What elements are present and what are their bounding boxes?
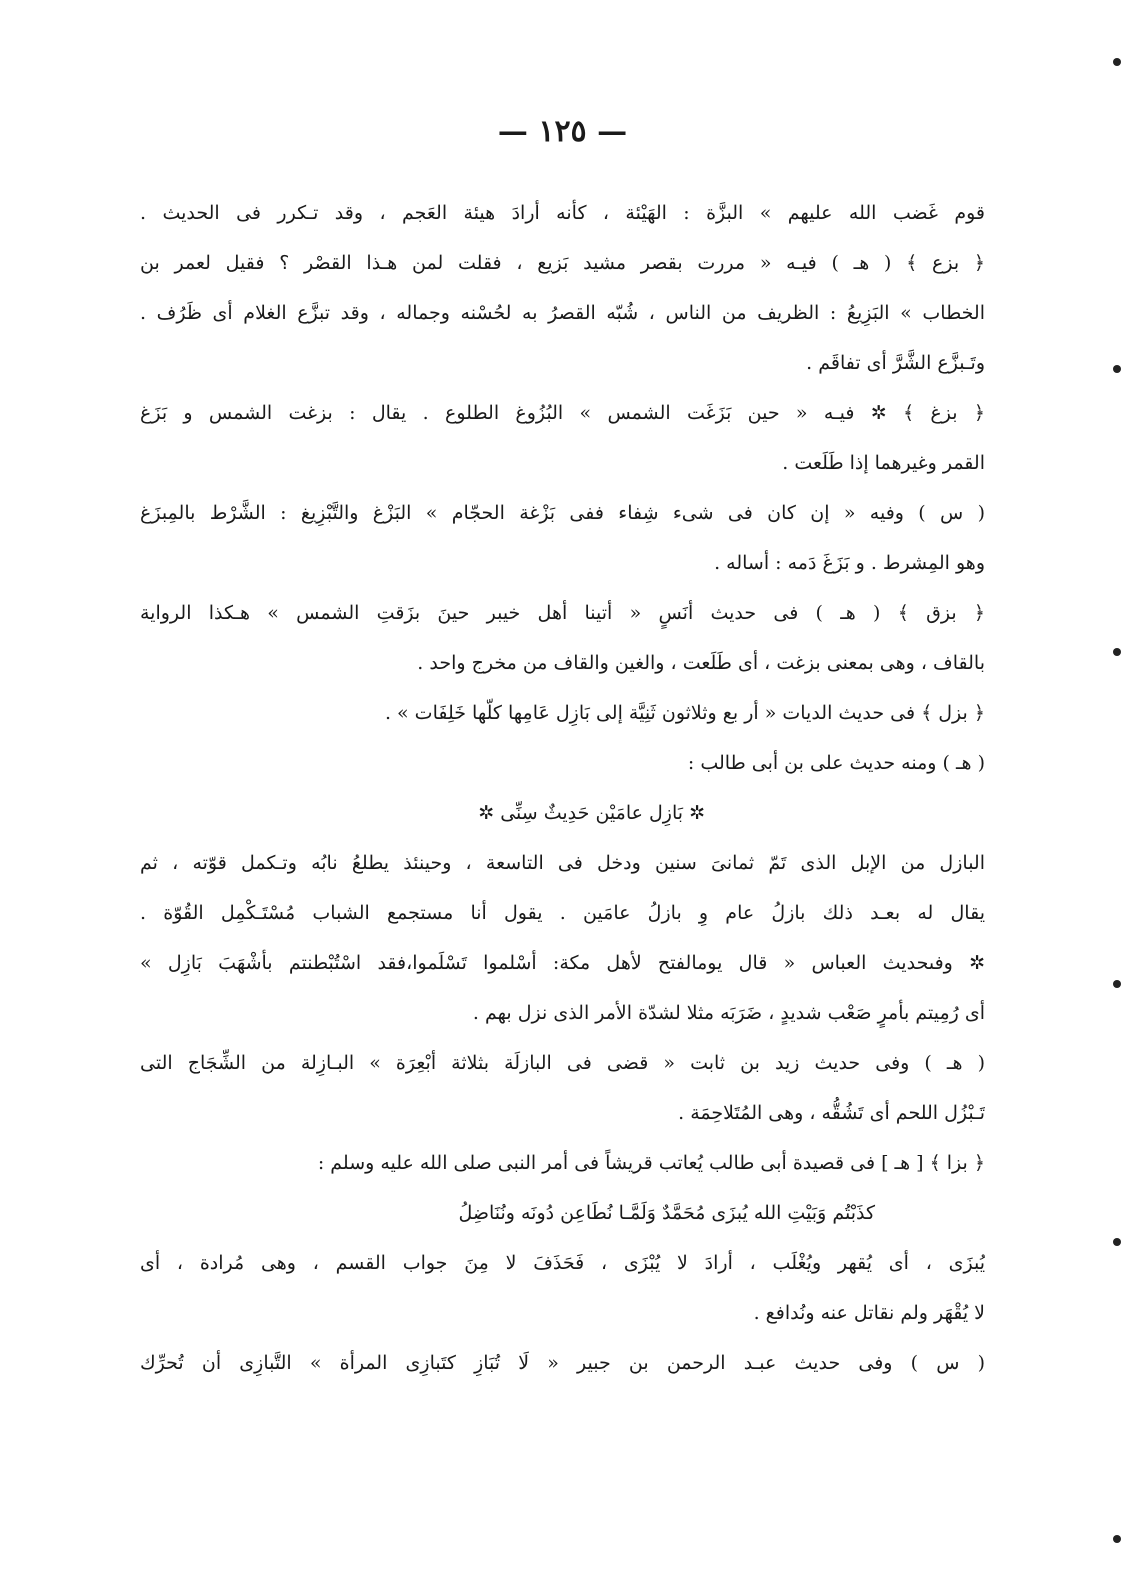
entry-bazal-heading-line: ﴿ بزل ﴾ فى حديث الديات « أر بع وثلاثون ثَنِيَّة إلى بَازِل عَامِها كلّها خَلِفَات » . [384,702,985,724]
text-line: قوم غَضب الله عليهم » البزَّة : الهَيْئة ، كأنه أرادَ هيئة العَجم ، وقد تـكرر فى الحديث . [140,202,985,224]
text-line: القمر وغيرهما إذا طَلَعت . [782,452,985,474]
margin-dot-mark [1113,1535,1121,1543]
margin-dot-mark [1113,980,1121,988]
page-number: — ١٢٥ — [497,114,628,149]
text-line: ( س ) وفيه « إن كان فى شىء شِفاء ففى بَزْغة الحجّام » البَزْغ والتَّبْزِيغ : الشَّرْط بالمِبزَغ [140,502,985,524]
entry-bazaq-heading-line: ﴿ بزق ﴾ ( هـ ) فى حديث أنَسٍ « أتينا أهل خيبر حينَ بزَقتِ الشمس » هـكذا الرواية [140,602,985,624]
entry-bazi-heading-line: ﴿ بزع ﴾ ( هـ ) فيـه « مررت بقصر مشيد بَزيع ، فقلت لمن هـذا القصْر ؟ فقيل لعمر بن [140,252,985,274]
margin-dot-mark [1113,365,1121,373]
verse-line: ✲ بَازِل عامَيْن حَدِيثٌ سِنِّى ✲ [478,802,705,824]
text-line: الخطاب » البَزِيعُ : الظريف من الناس ، شُبّه القصرُ به لحُسْنه وجماله ، وقد تبزَّع الغلام أى ظَرُف . [140,302,985,324]
text-line: بالقاف ، وهى بمعنى بزغت ، أى طَلَعت ، والغين والقاف من مخرج واحد . [417,652,985,674]
text-line: تَـبْزُل اللحم أى تَشُقُّه ، وهى المُتَلاحِمَة . [678,1102,985,1124]
text-line: ( س ) وفى حديث عبـد الرحمن بن جبير « لَا تُبَازِ كتَبازِى المرأة » التَّبازِى أن تُحرِّك [140,1352,985,1374]
text-line: أى رُمِيتم بأمرٍ صَعْب شديدٍ ، ضَرَبَه مثلا لشدّة الأمر الذى نزل بهم . [472,1002,985,1024]
entry-baza-heading-line: ﴿ بزا ﴾ [ هـ ] فى قصيدة أبى طالب يُعاتب قريشاً فى أمر النبى صلى الله عليه وسلم : [317,1152,985,1174]
document-body [140,188,985,1388]
text-line: يقال له بعـد ذلك بازلُ عام وِ بازلُ عامَين . يقول أنا مستجمع الشباب مُسْتَـكْمِل القُوّة . [140,902,985,924]
text-line: يُبزَى ، أى يُقهر ويُغْلَب ، أرادَ لا يُبْزَى ، فَحَذَفَ لا مِنَ جواب القسم ، وهى مُرادة ، أى [140,1252,985,1274]
text-line: وهو المِشرط . و بَزَغَ دَمه : أساله . [714,552,985,574]
margin-dot-mark [1113,648,1121,656]
margin-dot-mark [1113,58,1121,66]
verse-line: كذَبْتُم وَبَيْتِ الله يُبزَى مُحَمَّدٌ وَلَمَّـا نُطَاعِن دُونَه ونُنَاضِلُ [458,1202,875,1224]
text-line: البازل من الإبل الذى تَمّ ثمانىَ سنين ودخل فى التاسعة ، وحينئذ يطلعُ نابُه وتـكمل قوّته ، ثم [140,852,985,874]
text-line: ( هـ ) ومنه حديث على بن أبى طالب : [687,752,985,774]
text-line: وتَـبزَّع الشَّرَّ أى تفاقَم . [806,352,985,374]
text-line: لا يُقْهَر ولم نقاتل عنه ونُدافع . [753,1302,985,1324]
entry-bazagh-heading-line: ﴿ بزغ ﴾ ✲ فيـه « حين بَزَغَت الشمس » البُزُوغ الطلوع . يقال : بزغت الشمس و بَزَغ [140,402,985,424]
text-line: ( هـ ) وفى حديث زيد بن ثابت « قضى فى البازلَة بثلاثة أبْعِرَة » البـازِلة من الشِّجَاج التى [140,1052,985,1074]
text-line: ✲ وفىحديث العباس « قال يومالفتح لأهل مكة: أسْلموا تَسْلَموا،فقد اسْتُبْطنتم بأشْهَبَ بَازِل » [140,952,985,974]
margin-dot-mark [1113,1238,1121,1246]
